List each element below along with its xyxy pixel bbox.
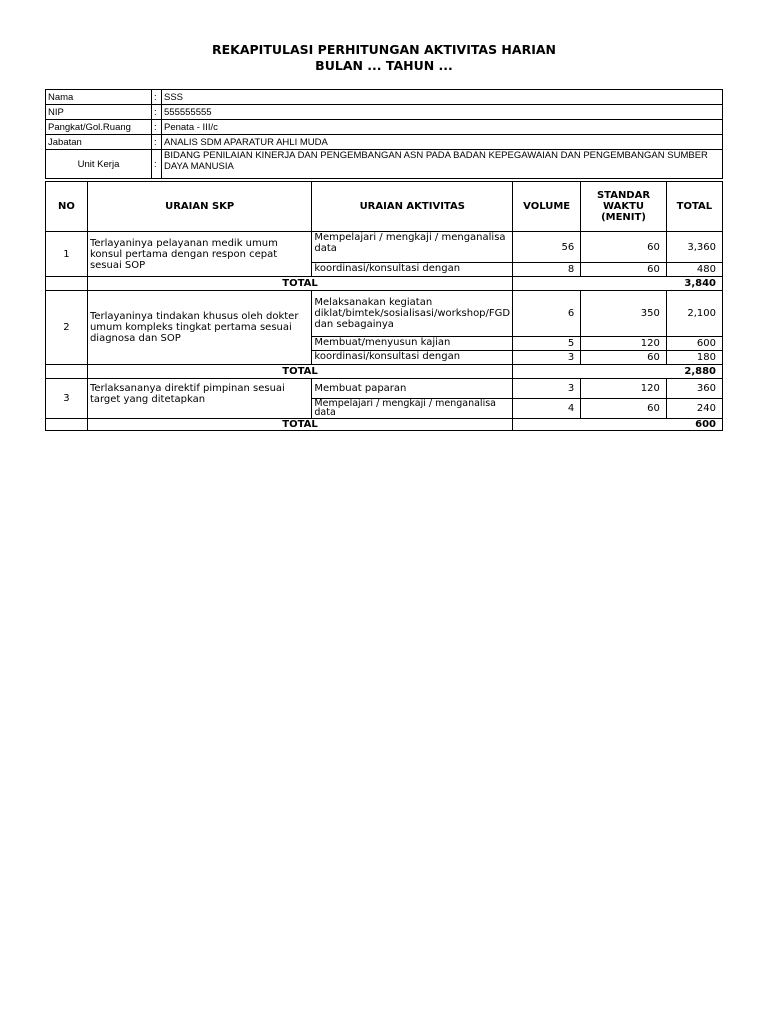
identity-value: SSS — [162, 90, 723, 105]
page-title: REKAPITULASI PERHITUNGAN AKTIVITAS HARIAN — [212, 42, 556, 57]
activity-table — [45, 181, 723, 431]
identity-label: Jabatan — [46, 135, 152, 150]
row-volume: 5 — [513, 337, 581, 351]
row-standard: 120 — [581, 337, 667, 351]
identity-row-pangkat — [46, 120, 723, 135]
row-activity: koordinasi/konsultasi dengan — [312, 351, 513, 365]
table-row — [46, 232, 723, 263]
identity-row-unit-kerja — [46, 150, 723, 179]
total-label: TOTAL — [87, 419, 512, 431]
identity-row-nama — [46, 90, 723, 105]
row-volume: 6 — [513, 291, 581, 337]
row-total: 600 — [666, 337, 722, 351]
total-label: TOTAL — [87, 365, 512, 379]
row-volume: 56 — [513, 232, 581, 263]
row-activity: Membuat/menyusun kajian — [312, 337, 513, 351]
row-skp: Terlayaninya tindakan khusus oleh dokter umum kompleks tingkat pertama sesuai diagnosa dan SOP — [87, 291, 311, 365]
row-standard: 60 — [581, 399, 667, 419]
header-no: NO — [46, 182, 88, 232]
row-standard: 60 — [581, 263, 667, 277]
header-total: TOTAL — [666, 182, 722, 232]
table-row — [46, 379, 723, 399]
row-total: 180 — [666, 351, 722, 365]
row-volume: 4 — [513, 399, 581, 419]
table-header-row — [46, 182, 723, 232]
identity-colon: : — [152, 150, 162, 179]
identity-row-jabatan — [46, 135, 723, 150]
identity-colon: : — [152, 90, 162, 105]
header-volume: VOLUME — [513, 182, 581, 232]
identity-row-nip — [46, 105, 723, 120]
header-standard-line2: WAKTU — [603, 201, 645, 212]
identity-colon: : — [152, 135, 162, 150]
row-standard: 60 — [581, 232, 667, 263]
row-volume: 8 — [513, 263, 581, 277]
group-total-value: 600 — [513, 419, 723, 431]
header-skp: URAIAN SKP — [87, 182, 311, 232]
row-standard: 350 — [581, 291, 667, 337]
header-standard-line3: (MENIT) — [601, 212, 646, 223]
group-total-value: 2,880 — [513, 365, 723, 379]
row-standard: 120 — [581, 379, 667, 399]
identity-label: NIP — [46, 105, 152, 120]
row-volume: 3 — [513, 351, 581, 365]
table-row — [46, 291, 723, 337]
empty-cell — [46, 277, 88, 291]
group-total-row — [46, 365, 723, 379]
identity-table — [45, 89, 723, 179]
row-no: 3 — [46, 379, 88, 419]
row-activity: Melaksanakan kegiatan diklat/bimtek/sosialisasi/workshop/FGD dan sebagainya — [312, 291, 513, 337]
row-total: 2,100 — [666, 291, 722, 337]
row-total: 480 — [666, 263, 722, 277]
header-activity: URAIAN AKTIVITAS — [312, 182, 513, 232]
total-label: TOTAL — [87, 277, 512, 291]
row-no: 2 — [46, 291, 88, 365]
row-total: 360 — [666, 379, 722, 399]
row-activity: Membuat paparan — [312, 379, 513, 399]
identity-colon: : — [152, 105, 162, 120]
identity-value: ANALIS SDM APARATUR AHLI MUDA — [162, 135, 723, 150]
page-subtitle: BULAN ... TAHUN ... — [315, 58, 453, 73]
identity-value: 555555555 — [162, 105, 723, 120]
header-standard-line1: STANDAR — [596, 190, 651, 201]
identity-label: Nama — [46, 90, 152, 105]
group-total-value: 3,840 — [513, 277, 723, 291]
identity-colon: : — [152, 120, 162, 135]
row-activity: Mempelajari / mengkaji / menganalisa data — [312, 232, 513, 263]
row-no: 1 — [46, 232, 88, 277]
group-total-row — [46, 419, 723, 431]
row-total: 240 — [666, 399, 722, 419]
row-volume: 3 — [513, 379, 581, 399]
row-skp: Terlayaninya pelayanan medik umum konsul pertama dengan respon cepat sesuai SOP — [87, 232, 311, 277]
group-total-row — [46, 277, 723, 291]
identity-value: Penata - III/c — [162, 120, 723, 135]
identity-value: BIDANG PENILAIAN KINERJA DAN PENGEMBANGAN ASN PADA BADAN KEPEGAWAIAN DAN PENGEMBANGAN SUMBER DAYA MANUSIA — [162, 150, 723, 179]
header-standard — [581, 182, 667, 232]
identity-label: Unit Kerja — [46, 150, 152, 179]
row-standard: 60 — [581, 351, 667, 365]
row-skp: Terlaksananya direktif pimpinan sesuai target yang ditetapkan — [87, 379, 311, 419]
row-activity: Mempelajari / mengkaji / menganalisa data — [312, 399, 513, 419]
row-total: 3,360 — [666, 232, 722, 263]
empty-cell — [46, 419, 88, 431]
empty-cell — [46, 365, 88, 379]
identity-label: Pangkat/Gol.Ruang — [46, 120, 152, 135]
row-activity: koordinasi/konsultasi dengan — [312, 263, 513, 277]
